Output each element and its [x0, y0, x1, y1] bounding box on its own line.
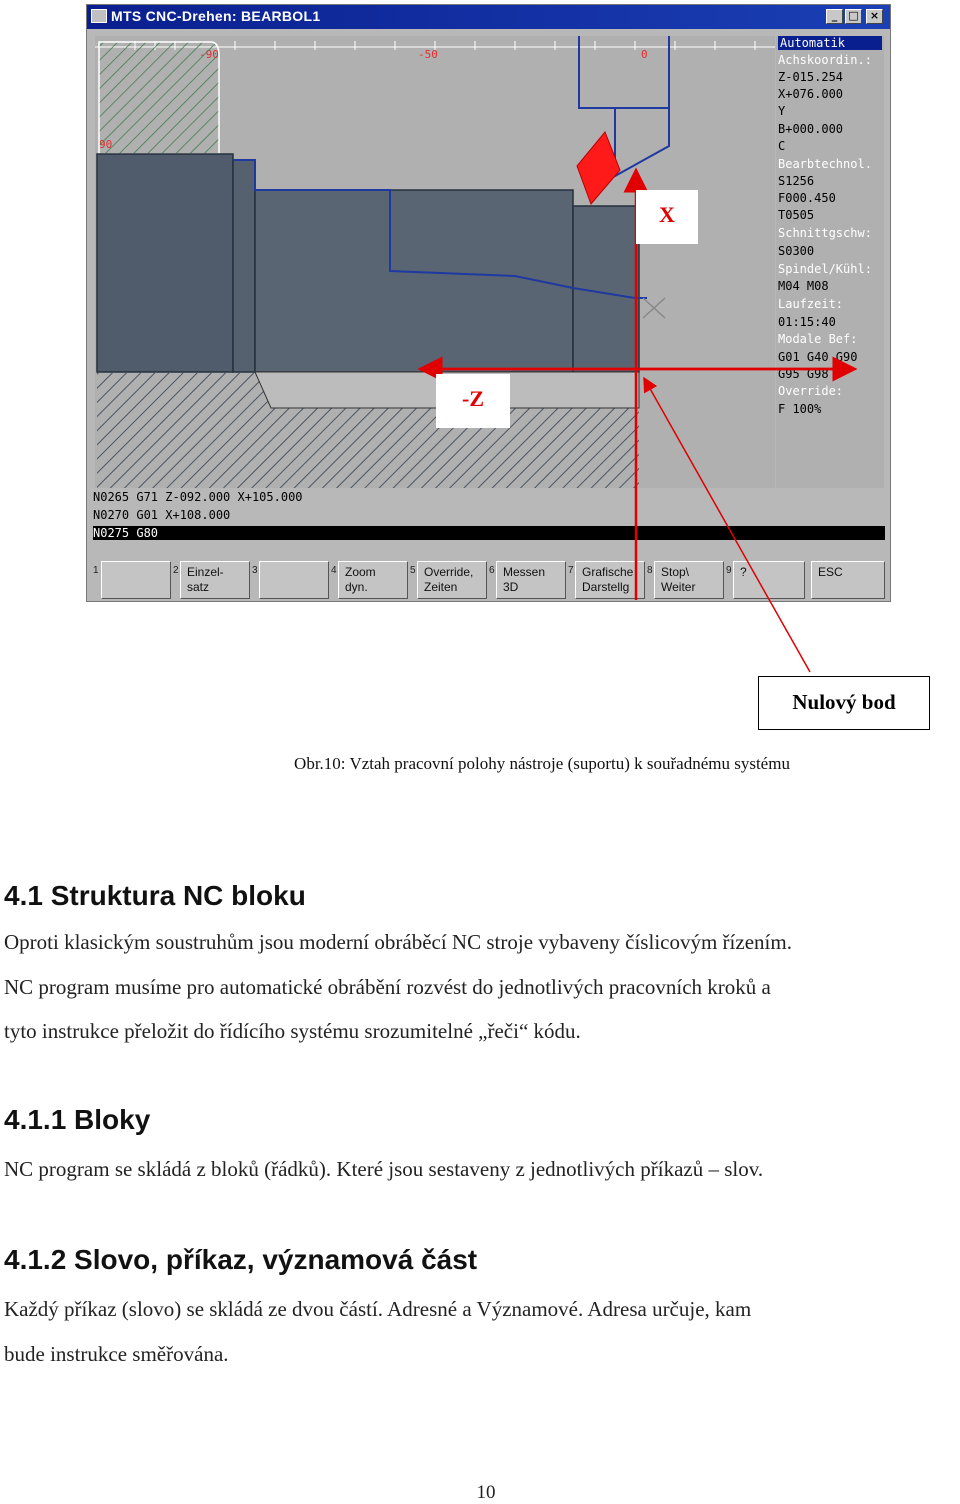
fkey-number: 1: [93, 565, 99, 576]
zero-point-label: Nulový bod: [758, 676, 930, 730]
info-value: S1256: [778, 174, 815, 188]
info-value: G95 G98: [778, 367, 829, 381]
fkey-number: 3: [252, 565, 258, 576]
info-value: G01 G40 G90: [778, 350, 858, 364]
fkey-number: 7: [568, 565, 574, 576]
tick-label: 0: [641, 48, 648, 61]
nc-line: N0270 G01 X+108.000: [93, 508, 231, 522]
info-value: B+000.000: [778, 122, 844, 136]
paragraph-line: Každý příkaz (slovo) se skládá ze dvou částí. Adresné a Významové. Adresa určuje, kam: [4, 1297, 752, 1321]
info-value: Z-015.254: [778, 70, 844, 84]
paragraph-line: tyto instrukce přeložit do řídícího systému srozumitelné „řeči“ kódu.: [4, 1019, 581, 1043]
info-value: 01:15:40: [778, 315, 836, 329]
info-heading: Schnittgschw:: [778, 226, 872, 240]
paragraph-line: NC program musíme pro automatické obrábění rozvést do jednotlivých pracovních kroků a: [4, 975, 771, 999]
nc-line: N0265 G71 Z-092.000 X+105.000: [93, 490, 303, 504]
info-value: S0300: [778, 244, 815, 258]
figure-caption: Obr.10: Vztah pracovní polohy nástroje (suportu) k souřadnému systému: [294, 754, 790, 773]
info-value: M04 M08: [778, 279, 829, 293]
stop-continue-button[interactable]: Stop\ Weiter: [654, 561, 724, 599]
fkey-number: 9: [726, 565, 732, 576]
z-axis-label: -Z: [436, 374, 510, 428]
info-heading: Spindel/Kühl:: [778, 262, 872, 276]
info-value: C: [778, 139, 786, 153]
info-value: T0505: [778, 208, 815, 222]
help-button[interactable]: ?: [733, 561, 805, 599]
minimize-button[interactable]: _: [826, 9, 843, 24]
info-heading: Override:: [778, 384, 844, 398]
paragraph-line: Oproti klasickým soustruhům jsou moderní obráběcí NC stroje vybaveny číslicovým řízením.: [4, 930, 792, 954]
override-button[interactable]: Override, Zeiten: [417, 561, 487, 599]
tick-label: -50: [418, 48, 438, 61]
paragraph-line: bude instrukce směřována.: [4, 1342, 229, 1366]
info-heading: Achskoordin.:: [778, 53, 872, 67]
measure-3d-button[interactable]: Messen 3D: [496, 561, 566, 599]
subsection-heading: 4.1.2 Slovo, příkaz, významová část: [4, 1244, 478, 1275]
fkey-number: 5: [410, 565, 416, 576]
single-block-button[interactable]: Einzel- satz: [180, 561, 250, 599]
section-heading: 4.1 Struktura NC bloku: [4, 880, 306, 911]
subsection-heading: 4.1.1 Bloky: [4, 1104, 151, 1135]
escape-button[interactable]: ESC: [811, 561, 885, 599]
window-title: MTS CNC-Drehen: BEARBOL1: [111, 8, 321, 24]
fkey-number: 8: [647, 565, 653, 576]
page-number: 10: [476, 1482, 496, 1503]
nc-line-current: N0275 G80: [93, 526, 885, 540]
info-heading: Laufzeit:: [778, 297, 844, 311]
zoom-button[interactable]: Zoom dyn.: [338, 561, 408, 599]
info-value: X+076.000: [778, 87, 844, 101]
x-axis-label: X: [636, 190, 698, 244]
info-value: F000.450: [778, 191, 836, 205]
close-button[interactable]: ×: [866, 9, 883, 24]
fkey-number: 2: [173, 565, 179, 576]
info-value: F 100%: [778, 402, 822, 416]
mode-indicator: Automatik: [778, 36, 882, 50]
fkey-number: 4: [331, 565, 337, 576]
maximize-button[interactable]: □: [845, 9, 862, 24]
graphic-view-button[interactable]: Grafische Darstellg: [575, 561, 645, 599]
info-value: Y: [778, 104, 786, 118]
info-heading: Modale Bef:: [778, 332, 858, 346]
zero-point-leader: [644, 378, 810, 672]
info-heading: Bearbtechnol.: [778, 157, 872, 171]
paragraph-line: NC program se skládá z bloků (řádků). Které jsou sestaveny z jednotlivých příkazů – slov.: [4, 1157, 764, 1181]
fkey-number: 6: [489, 565, 495, 576]
